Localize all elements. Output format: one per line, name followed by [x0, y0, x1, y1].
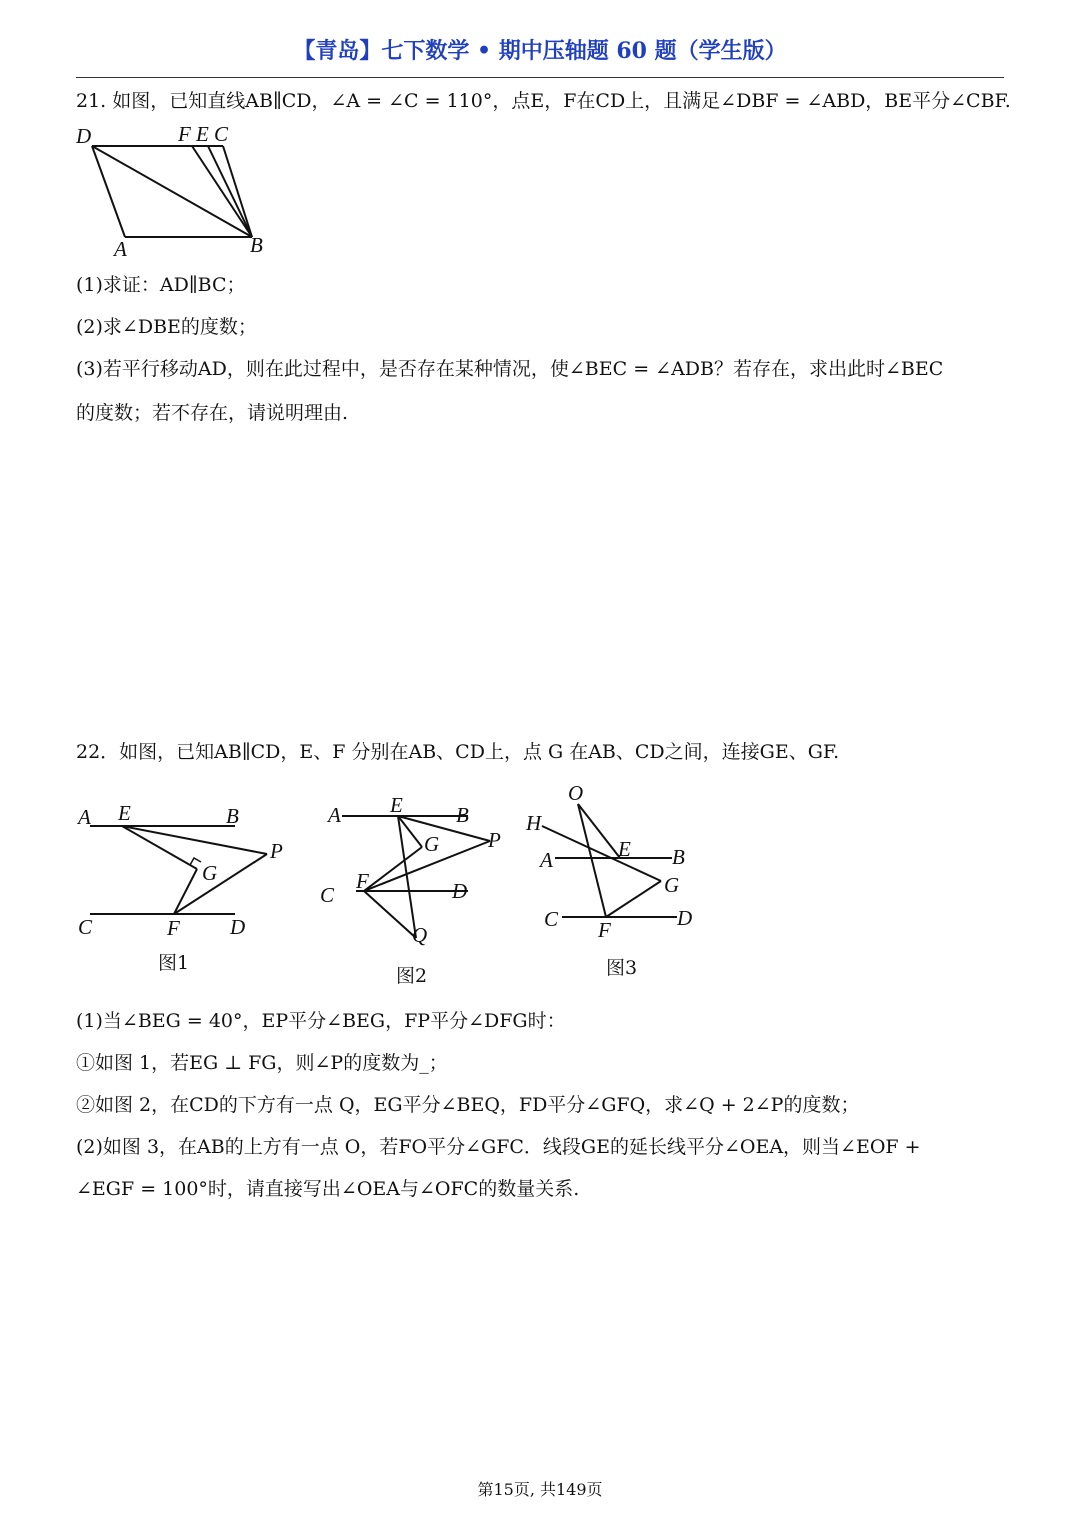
label-D: D [230, 915, 246, 939]
label-G: G [202, 861, 218, 885]
label-A: A [328, 803, 341, 827]
q22-figure-3 [522, 782, 712, 982]
label-F: F [598, 918, 611, 942]
figure-3-caption: 图3 [606, 957, 638, 979]
q22-part1-a: ①如图 1，若EG ⊥ FG，则∠P的度数为_； [76, 1052, 448, 1074]
label-H: H [526, 811, 542, 835]
label-E: E [390, 793, 403, 817]
label-O: O [568, 782, 584, 805]
segment-DA [92, 146, 125, 237]
label-G: G [664, 873, 680, 897]
label-D: D [76, 124, 92, 148]
label-D: D [452, 879, 468, 903]
label-A: A [540, 848, 553, 872]
label-F: F [356, 869, 369, 893]
label-D: D [677, 906, 693, 930]
q21-figure [70, 118, 290, 263]
q21-part3-line2: 的度数；若不存在，请说明理由. [76, 402, 349, 424]
segment-FB [192, 146, 252, 237]
label-B: B [456, 803, 469, 827]
segment-EP [398, 816, 490, 841]
label-A: A [78, 805, 91, 829]
segment-FQ [364, 891, 416, 938]
q22-part1: (1)当∠BEG = 40°，EP平分∠BEG，FP平分∠DFG时： [76, 1010, 566, 1032]
q22-stem: 22．如图，已知AB∥CD，E、F 分别在AB、CD上，点 G 在AB、CD之间，连接GE、GF. [76, 741, 840, 763]
figure-1-caption: 图1 [158, 952, 190, 974]
label-P: P [270, 839, 283, 863]
q21-stem: 21. 如图，已知直线AB∥CD，∠A = ∠C = 110°，点E，F在CD上，且满足∠DBF = ∠ABD，BE平分∠CBF. [76, 90, 1011, 112]
label-Q: Q [412, 923, 428, 947]
label-F: F [178, 122, 191, 146]
label-B: B [672, 845, 685, 869]
q22-part2-line2: ∠EGF = 100°时，请直接写出∠OEA与∠OFC的数量关系. [76, 1178, 580, 1200]
segment-GF [606, 881, 661, 917]
label-C: C [544, 907, 559, 931]
q21-part3-line1: (3)若平行移动AD，则在此过程中，是否存在某种情况，使∠BEC = ∠ADB？若存在，求出此时∠BEC [76, 358, 944, 380]
q22-part1-b: ②如图 2，在CD的下方有一点 Q，EG平分∠BEQ，FD平分∠GFQ，求∠Q + 2∠P的度数； [76, 1094, 860, 1116]
label-A: A [114, 237, 127, 261]
q22-part2-line1: (2)如图 3，在AB的上方有一点 O，若FO平分∠GFC．线段GE的延长线平分∠OEA，则当∠EOF + [76, 1136, 921, 1158]
q21-part2: (2)求∠DBE的度数； [76, 316, 257, 338]
label-C: C [214, 122, 229, 146]
label-E: E [618, 837, 631, 861]
segment-EP [122, 826, 267, 854]
label-C: C [78, 915, 93, 939]
label-B: B [250, 233, 263, 257]
segment-GF [364, 847, 422, 891]
header-divider [76, 77, 1004, 78]
label-E: E [118, 801, 131, 825]
label-B: B [226, 804, 239, 828]
label-F: F [167, 916, 180, 940]
q22-figure-2 [318, 792, 518, 992]
right-angle-mark [190, 858, 201, 865]
page-number-footer: 第15页, 共149页 [477, 1480, 603, 1499]
label-G: G [424, 832, 440, 856]
q21-part1: (1)求证：AD∥BC； [76, 274, 246, 296]
label-E: E [196, 122, 209, 146]
q22-figure-1 [72, 798, 302, 978]
label-C: C [320, 883, 335, 907]
label-P: P [488, 828, 501, 852]
figure-2-caption: 图2 [396, 965, 428, 987]
page-header-title: 【青岛】七下数学 • 期中压轴题 60 题（学生版） [293, 38, 787, 64]
